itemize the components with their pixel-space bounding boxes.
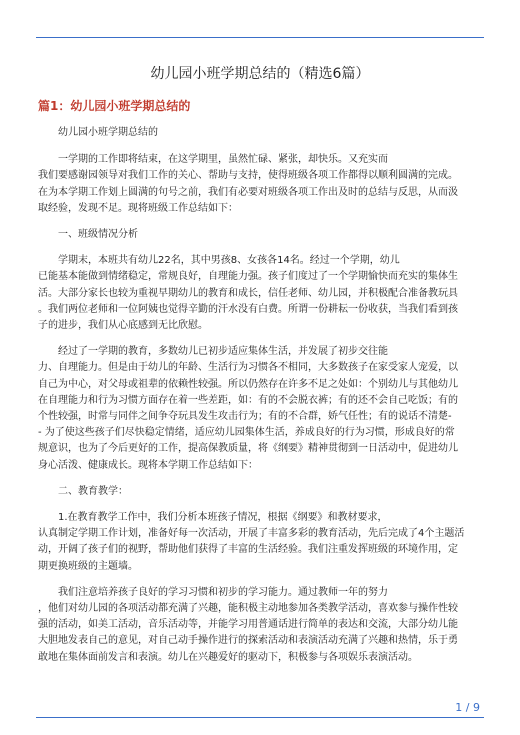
- paragraph-line: 动，开阔了孩子们的视野，帮助他们获得了丰富的生活经验。我们注重发挥班级的环境作用，定: [38, 544, 458, 556]
- body-subtitle: 幼儿园小班学期总结的: [58, 127, 158, 138]
- footer-rule: [36, 717, 484, 718]
- paragraph-line: 规意识，也为了今后更好的工作，提高保教质量，将《纲要》精神贯彻到一日活动中，促进幼儿: [38, 443, 458, 455]
- page-indicator: 1 / 9: [455, 701, 480, 714]
- paragraph-line: ，他们对幼儿园的各项活动都充满了兴趣，能积极主动地参加各类教学活动，喜欢参与操作性较: [38, 603, 458, 615]
- paragraph-line: - 为了使这些孩子们尽快稳定情绪，适应幼儿园集体生活，养成良好的行为习惯，形成良好的常: [38, 427, 455, 439]
- section-heading: 篇1：幼儿园小班学期总结的: [38, 99, 191, 113]
- paragraph-line: 在为本学期工作划上圆满的句号之前，我们有必要对班级各项工作出及时的总结与反思，从而汲: [38, 186, 458, 198]
- document-body: [38, 125, 484, 666]
- paragraph-line: 自己为中心，对父母或祖辈的依赖性较强。所以仍然存在许多不足之处如：个别幼儿与其他幼儿: [38, 378, 458, 390]
- paragraph-line: 大胆地发表自己的意见，对自己动手操作进行的探索活动和表演活动充满了兴趣和热情，乐于勇: [38, 635, 458, 647]
- paragraph-line: 我们注意培养孩子良好的学习习惯和初步的学习能力。通过教师一年的努力: [58, 586, 388, 598]
- paragraph-line: 取经验，发现不足。现将班级工作总结如下：: [38, 202, 238, 214]
- paragraph-line: 敢地在集体面前发言和表演。幼儿在兴趣爱好的驱动下，积极参与各项娱乐表演活动。: [38, 651, 418, 663]
- paragraph-line: 1.在教育教学工作中，我们分析本班孩子情况，根据《纲要》和教材要求，: [58, 512, 388, 524]
- paragraph-line: 子的进步，我们从心底感到无比欣慰。: [38, 320, 208, 332]
- paragraph-line: 已能基本能做到情绪稳定，常规良好，自理能力强。孩子们度过了一个学期愉快而充实的集体生: [38, 271, 458, 283]
- paragraph-line: 强的活动，如美工活动，音乐活动等，并能学习用普通话进行简单的表达和交流，大部分幼儿能: [38, 619, 458, 631]
- paragraph-line: 活。大部分家长也较为重视早期幼儿的教育和成长，信任老师、幼儿园，并积极配合准备教玩具: [38, 287, 458, 299]
- paragraph-line: 在自理能力和行为习惯方面存在着一些差距，如：有的不会脱衣裤；有的还不会自己吃饭；有的: [38, 394, 458, 406]
- paragraph-line: 认真制定学期工作计划，准备好每一次活动，开展了丰富多彩的教育活动，先后完成了4个主题活: [38, 528, 465, 540]
- document-title: 幼儿园小班学期总结的（精选6篇）: [150, 66, 370, 82]
- paragraph-line: 一学期的工作即将结束，在这学期里，虽然忙碌、紧张，却快乐。又充实而: [58, 154, 388, 166]
- section-subheading: 二、教育教学：: [58, 485, 128, 497]
- paragraph-line: 我们要感谢园领导对我们工作的关心、帮助与支持，使得班级各项工作都得以顺利圆满的完成。: [38, 170, 458, 182]
- paragraph-line: 力、自理能力。但是由于幼儿的年龄、生活行为习惯各不相同，大多数孩子在家受家人宠爱，以: [38, 362, 458, 374]
- header-rule: [36, 37, 484, 38]
- paragraph-line: 。我们两位老师和一位阿姨也觉得辛勤的汗水没有白费。所谓一份耕耘一份收获，当我们看到孩: [38, 303, 458, 315]
- paragraph-line: 经过了一学期的教育，多数幼儿已初步适应集体生活，并发展了初步交往能: [58, 346, 388, 358]
- section-subheading: 一、班级情况分析: [58, 229, 138, 241]
- paragraph-line: 个性较强，时常与同伴之间争夺玩具发生攻击行为；有的不合群，娇气任性；有的说话不清楚-: [38, 411, 452, 423]
- paragraph-line: 身心活泼、健康成长。现将本学期工作总结如下：: [38, 459, 258, 471]
- paragraph-line: 学期末，本班共有幼儿22名，其中男孩8、女孩各14名。经过一个学期，幼儿: [58, 255, 400, 267]
- paragraph-line: 期更换班级的主题墙。: [38, 560, 138, 572]
